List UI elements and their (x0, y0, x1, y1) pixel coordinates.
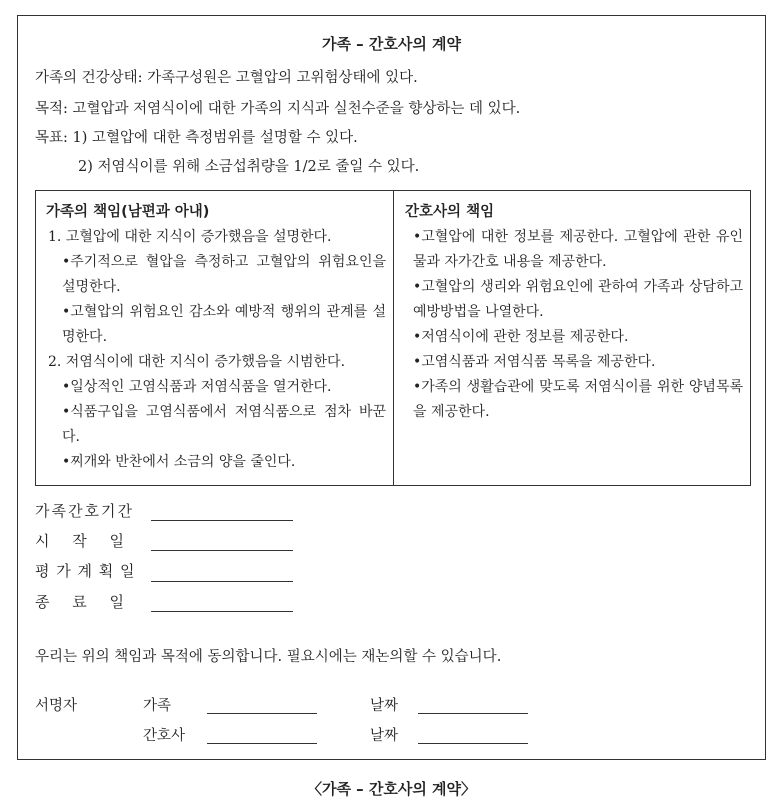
family-item: •찌개와 반찬에서 소금의 양을 줄인다. (62, 454, 296, 470)
nurse-item: •저염식이에 관한 정보를 제공한다. (413, 329, 629, 345)
nurse-responsibility-header: 간호사의 책임 (405, 204, 495, 220)
nurse-item: •고혈압의 생리와 위험요인에 관하여 가족과 상담하고 예방방법을 나열한다. (413, 279, 743, 320)
nurse-signature-blank[interactable] (207, 743, 317, 744)
family-item: •주기적으로 혈압을 측정하고 고혈압의 위험요인을 설명한다. (62, 254, 386, 295)
contract-title: 가족 – 간호사의 계약 (321, 35, 462, 53)
family-item: •고혈압의 위험요인 감소와 예방적 행위의 관계를 설명한다. (62, 304, 386, 345)
signer-label: 서명자 (35, 698, 78, 714)
start-date-blank[interactable] (151, 550, 293, 551)
nurse-responsibility-column (405, 199, 743, 425)
period-label: 가족간호기간 (35, 502, 134, 520)
evaluation-date-blank[interactable] (151, 581, 293, 582)
goal-line-2: 2) 저염식이를 위해 소금섭취량을 1/2로 줄일 수 있다. (78, 159, 420, 175)
agreement-statement: 우리는 위의 책임과 목적에 동의합니다. 필요시에는 재논의할 수 있습니다. (35, 649, 502, 665)
family-signature-label: 가족 (143, 698, 172, 714)
family-responsibility-column (46, 199, 386, 475)
nurse-signature-label: 간호사 (143, 728, 186, 744)
table-divider (393, 191, 394, 485)
start-date-label: 시 작 일 (35, 532, 125, 550)
family-date-blank[interactable] (418, 713, 528, 714)
figure-caption: 〈가족 – 간호사의 계약〉 (306, 780, 477, 798)
end-date-label: 종 료 일 (35, 593, 125, 611)
nurse-item: •고염식품과 저염식품 목록을 제공한다. (413, 354, 656, 370)
end-date-blank[interactable] (151, 611, 293, 612)
health-status-line: 가족의 건강상태: 가족구성원은 고혈압의 고위험상태에 있다. (35, 70, 418, 86)
goal-line-1: 목표: 1) 고혈압에 대한 측정범위를 설명할 수 있다. (35, 130, 358, 146)
family-signature-blank[interactable] (207, 713, 317, 714)
nurse-date-label: 날짜 (370, 728, 399, 744)
nurse-date-blank[interactable] (418, 743, 528, 744)
responsibility-table (35, 190, 751, 486)
family-responsibility-header: 가족의 책임(남편과 아내) (46, 204, 210, 220)
evaluation-date-label: 평 가 계 획 일 (35, 562, 135, 580)
family-item: •일상적인 고염식품과 저염식품을 열거한다. (62, 379, 332, 395)
period-blank[interactable] (151, 520, 293, 521)
family-item: •식품구입을 고염식품에서 저염식품으로 점차 바꾼다. (62, 404, 386, 445)
family-item: 1. 고혈압에 대한 지식이 증가했음을 설명한다. (48, 229, 332, 245)
family-date-label: 날짜 (370, 698, 399, 714)
family-item: 2. 저염식이에 대한 지식이 증가했음을 시범한다. (48, 354, 346, 370)
nurse-item: •고혈압에 대한 정보를 제공한다. 고혈압에 관한 유인물과 자가간호 내용을 제공한다. (413, 229, 743, 270)
nurse-item: •가족의 생활습관에 맞도록 저염식이를 위한 양념목록을 제공한다. (413, 379, 743, 420)
purpose-line: 목적: 고혈압과 저염식이에 대한 가족의 지식과 실천수준을 향상하는 데 있다. (35, 101, 521, 117)
